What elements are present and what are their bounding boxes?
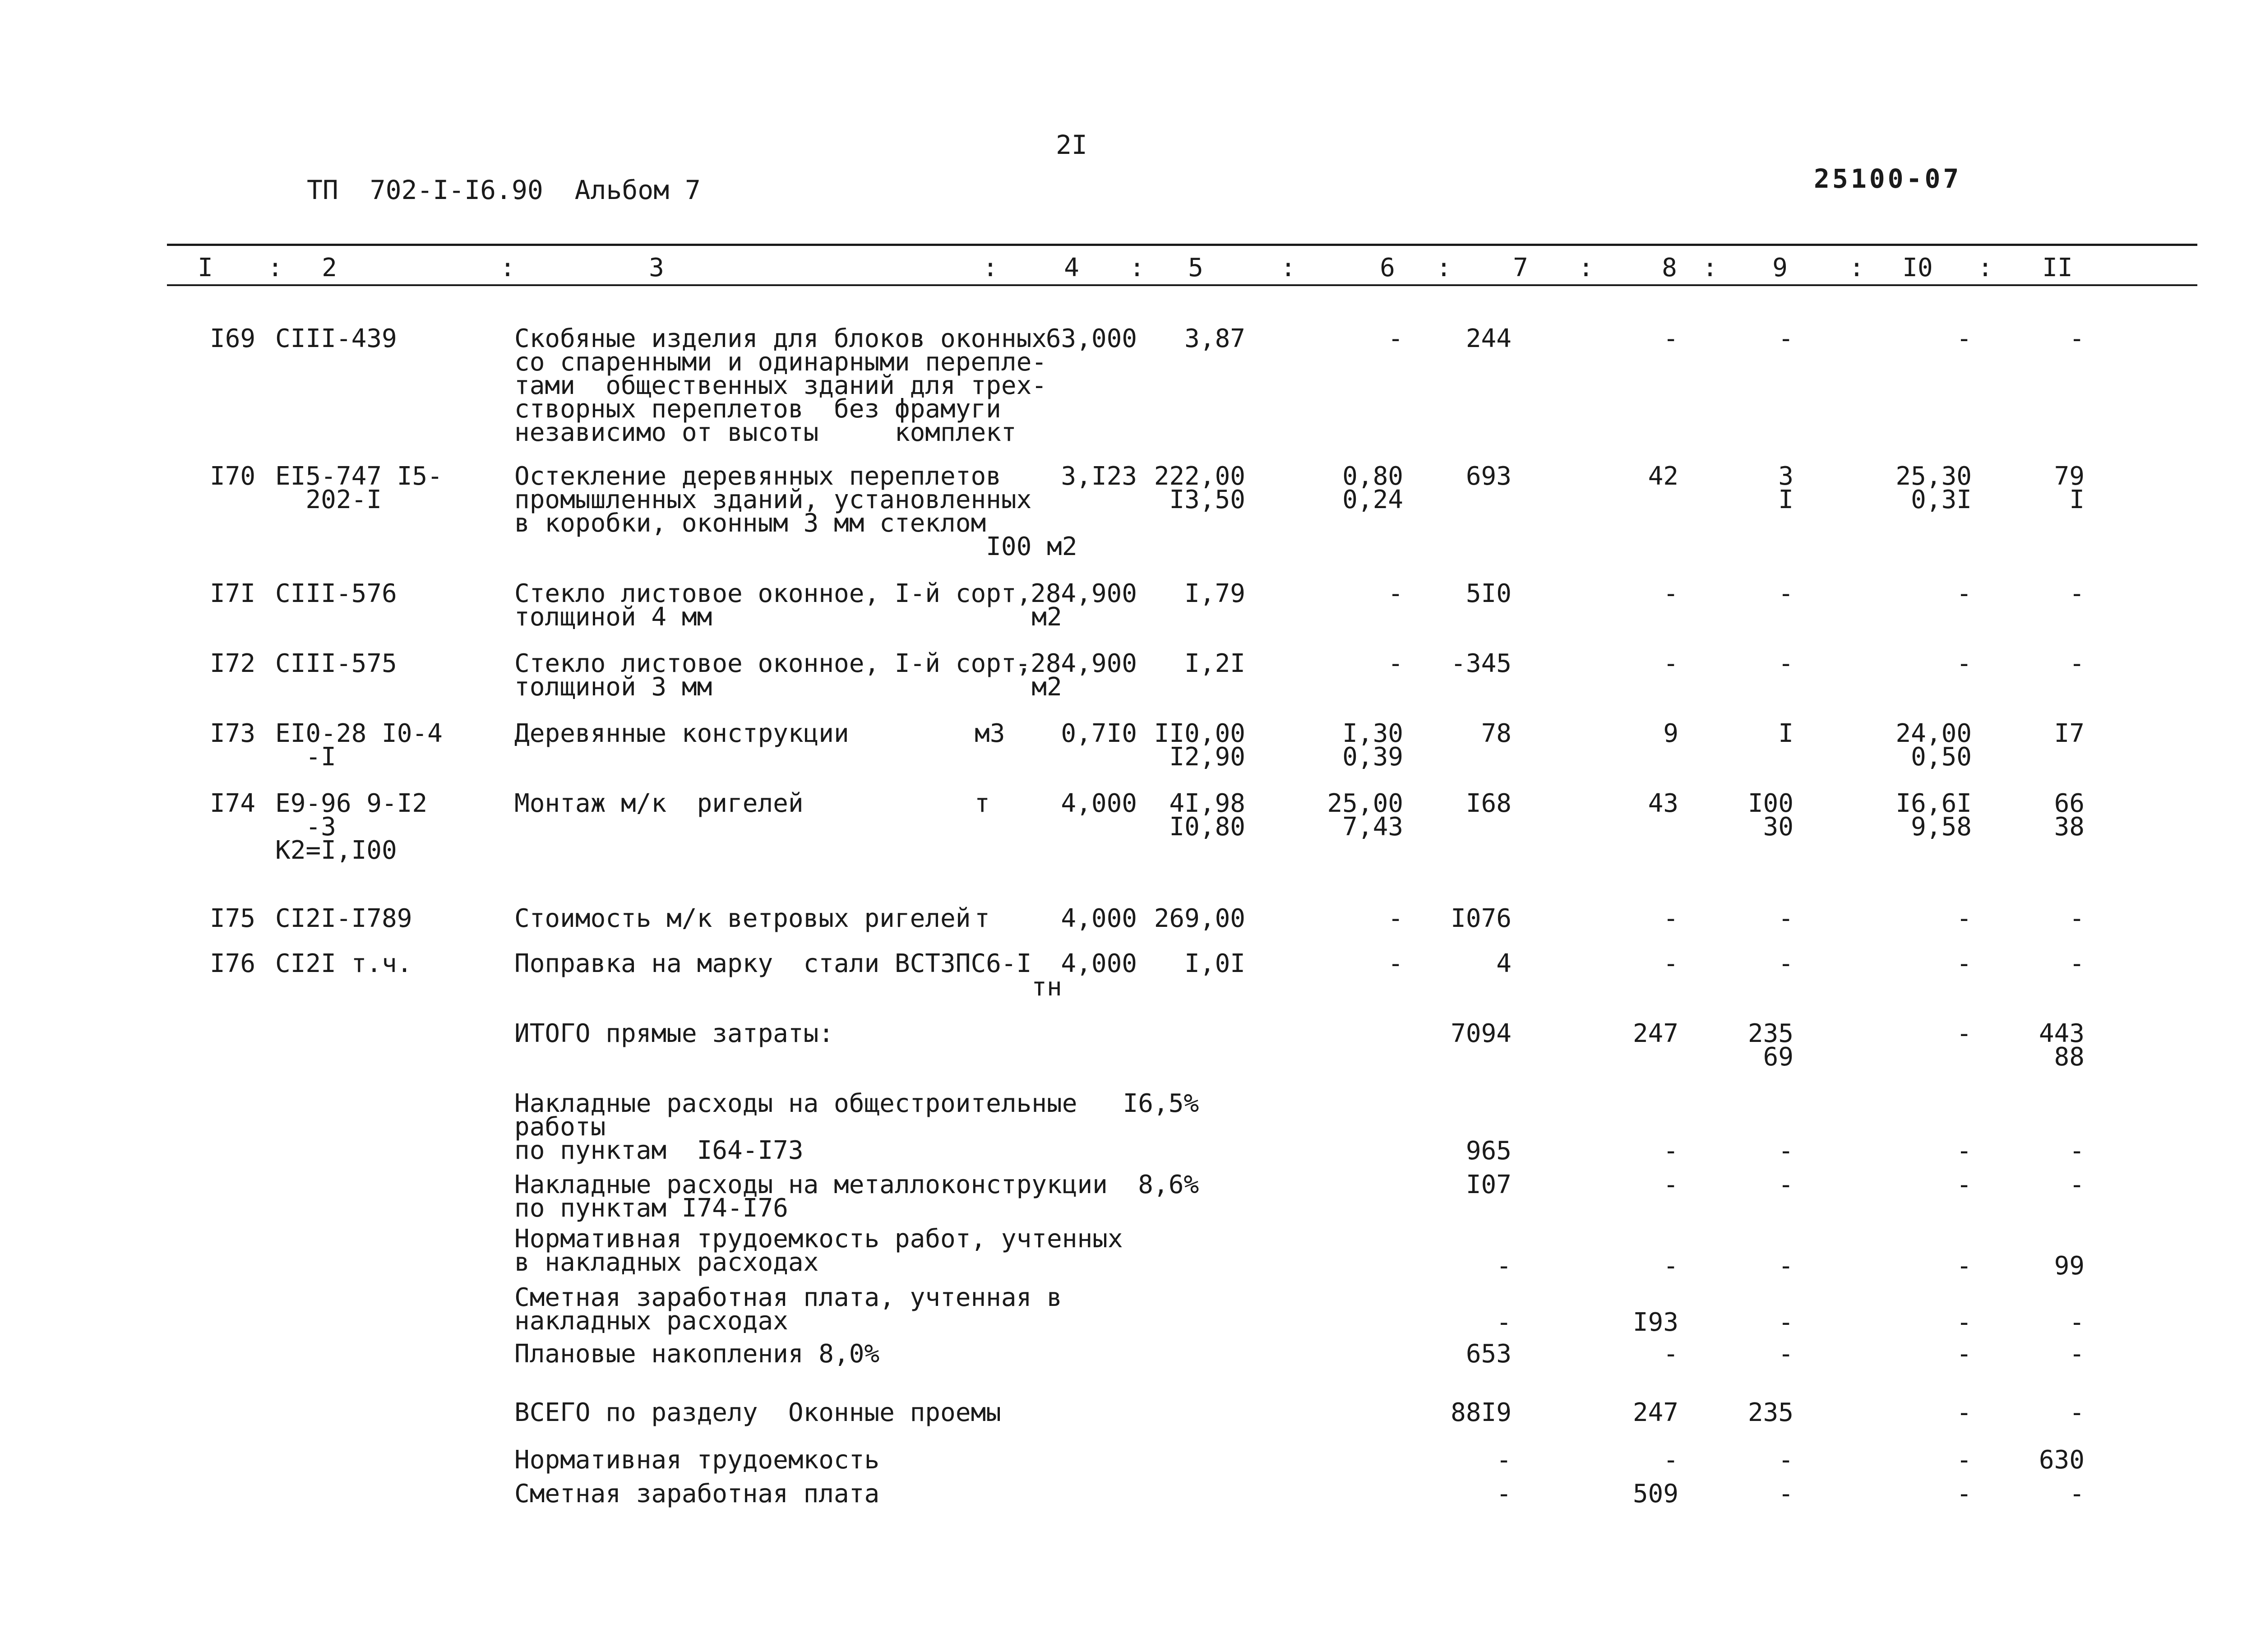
row-quantity: 4,000 (1061, 904, 1137, 933)
row-col11: - (2069, 904, 2085, 933)
row-col9: - (1778, 949, 1794, 978)
row-number: I7I (210, 579, 256, 608)
row-col10: - (1956, 649, 1972, 678)
row-number: I73 (210, 719, 256, 748)
column-header-sep4: : (1129, 253, 1145, 282)
summary-description: Накладные расходы на общестроительные I6,5% работы по пунктам I64-I73 (514, 1089, 1199, 1165)
row-code: CI2I т.ч. (275, 949, 412, 978)
row-number: I75 (210, 904, 256, 933)
summary-col8: 509 (1632, 1479, 1678, 1509)
summary-col7: - (1496, 1479, 1512, 1509)
row-quantity: 63,000 (1045, 324, 1137, 353)
row-col9: 3 I (1778, 462, 1794, 514)
row-col10: - (1956, 324, 1972, 353)
row-description: Стекло листовое оконное, I-й сорт, толщиной 4 мм м2 (514, 579, 1062, 632)
summary-col8: - (1663, 1170, 1678, 1199)
column-header-2: 2 (322, 253, 337, 282)
table-top-rule (167, 244, 2197, 246)
summary-col9: - (1778, 1170, 1794, 1199)
row-number: I74 (210, 789, 256, 818)
row-col11: I7 (2054, 719, 2085, 748)
row-col6: - (1388, 579, 1403, 608)
summary-col9: - (1778, 1479, 1794, 1509)
row-col10: 24,00 0,50 (1895, 719, 1972, 772)
row-code: CIII-575 (275, 649, 397, 678)
row-col7: 244 (1465, 324, 1512, 353)
row-number: I69 (210, 324, 256, 353)
row-col7: 4 (1496, 949, 1512, 978)
summary-col9: 235 (1747, 1398, 1794, 1427)
column-header-1: I (198, 253, 213, 282)
column-header-9: 9 (1772, 253, 1788, 282)
row-col7: 5I0 (1465, 579, 1512, 608)
column-header-sep3: : (983, 253, 998, 282)
row-unit-price: II0,00 I2,90 (1154, 719, 1245, 772)
row-col8: - (1663, 324, 1678, 353)
row-col7: I076 (1451, 904, 1512, 933)
row-col7: -345 (1451, 649, 1512, 678)
row-code: CIII-576 (275, 579, 397, 608)
row-description: Остекление деревянных переплетов промышленных зданий, установленных в коробки, оконным 3 мм стеклом I00 м2 (514, 462, 1077, 561)
row-col6: I,30 0,39 (1342, 719, 1403, 772)
row-col11: - (2069, 949, 2085, 978)
column-header-5: 5 (1188, 253, 1203, 282)
column-header-4: 4 (1064, 253, 1079, 282)
summary-description: ВСЕГО по разделу Оконные проемы (514, 1398, 1001, 1427)
row-col10: I6,6I 9,58 (1895, 789, 1972, 842)
column-header-sep8: : (1702, 253, 1718, 282)
summary-col10: - (1956, 1019, 1972, 1048)
row-col11: - (2069, 324, 2085, 353)
row-quantity: 0,7I0 (1061, 719, 1137, 748)
row-col11: 79 I (2054, 462, 2085, 514)
column-header-sep10: : (1978, 253, 1993, 282)
row-col8: - (1663, 649, 1678, 678)
summary-col11: 99 (2054, 1251, 2085, 1281)
row-col11: - (2069, 649, 2085, 678)
row-col6: - (1388, 904, 1403, 933)
summary-col9: - (1778, 1308, 1794, 1337)
summary-description: Нормативная трудоемкость работ, учтенных в накладных расходах (514, 1224, 1123, 1277)
summary-col10: - (1956, 1251, 1972, 1281)
summary-col7: 653 (1465, 1339, 1512, 1369)
row-col9: I (1778, 719, 1794, 748)
row-unit-price: I,79 (1184, 579, 1245, 608)
summary-col8: I93 (1632, 1308, 1678, 1337)
row-unit: т (975, 789, 990, 818)
summary-col8: - (1663, 1339, 1678, 1369)
row-col9: - (1778, 579, 1794, 608)
row-col10: 25,30 0,3I (1895, 462, 1972, 514)
summary-col7: - (1496, 1308, 1512, 1337)
summary-col7: 965 (1465, 1136, 1512, 1166)
row-number: I72 (210, 649, 256, 678)
summary-col9: 235 69 (1747, 1019, 1794, 1072)
summary-col8: - (1663, 1251, 1678, 1281)
row-unit-price: I,0I (1184, 949, 1245, 978)
summary-col10: - (1956, 1445, 1972, 1475)
row-unit: т (975, 904, 990, 933)
row-unit-price: 269,00 (1154, 904, 1245, 933)
row-col7: 78 (1481, 719, 1512, 748)
row-quantity: 284,900 (1030, 579, 1137, 608)
row-col7: I68 (1465, 789, 1512, 818)
summary-description: Накладные расходы на металлоконструкции 8,6% по пунктам I74-I76 (514, 1170, 1199, 1223)
row-description: Стекло листовое оконное, I-й сорт, толщиной 3 мм м2 (514, 649, 1062, 702)
row-col8: - (1663, 579, 1678, 608)
row-col9: - (1778, 904, 1794, 933)
column-header-sep2: : (500, 253, 515, 282)
row-col8: 42 (1648, 462, 1678, 491)
summary-col11: - (2069, 1479, 2085, 1509)
row-code: EI0-28 I0-4 -I (275, 719, 443, 772)
row-description: Монтаж м/к ригелей (514, 789, 804, 818)
column-header-8: 8 (1662, 253, 1677, 282)
row-col8: 43 (1648, 789, 1678, 818)
summary-col10: - (1956, 1308, 1972, 1337)
summary-col11: - (2069, 1136, 2085, 1166)
summary-col7: I07 (1465, 1170, 1512, 1199)
row-col6: - (1388, 324, 1403, 353)
column-header-sep5: : (1281, 253, 1296, 282)
summary-description: Плановые накопления 8,0% (514, 1339, 880, 1369)
summary-description: Сметная заработная плата, учтенная в накладных расходах (514, 1283, 1062, 1336)
summary-description: ИТОГО прямые затраты: (514, 1019, 834, 1048)
row-description: Поправка на марку стали ВСТ3ПС6-I тн (514, 949, 1062, 1002)
row-col6: - (1388, 949, 1403, 978)
row-col7: 693 (1465, 462, 1512, 491)
row-col6: - (1388, 649, 1403, 678)
summary-col10: - (1956, 1136, 1972, 1166)
row-col10: - (1956, 579, 1972, 608)
row-unit: м3 (975, 719, 1005, 748)
row-col8: 9 (1663, 719, 1678, 748)
row-unit-price: 3,87 (1184, 324, 1245, 353)
row-unit-price: I,2I (1184, 649, 1245, 678)
archive-stamp: 25100-07 (1814, 163, 1962, 194)
row-col9: - (1778, 649, 1794, 678)
summary-col11: - (2069, 1170, 2085, 1199)
summary-col7: - (1496, 1251, 1512, 1281)
row-description: Скобяные изделия для блоков оконных со спаренными и одинарными переплe- тами общественных зданий для трех- створных переплетов без фрамуги независимо от высоты комплект (514, 324, 1047, 447)
summary-col11: 443 88 (2039, 1019, 2085, 1072)
row-code: CI2I-I789 (275, 904, 412, 933)
document-reference: ТП 702-I-I6.90 Альбом 7 (307, 175, 701, 205)
summary-col9: - (1778, 1251, 1794, 1281)
row-code: CIII-439 (275, 324, 397, 353)
column-header-11: II (2042, 253, 2073, 282)
row-description: Деревянные конструкции (514, 719, 849, 748)
summary-col7: - (1496, 1445, 1512, 1475)
row-unit-price: 4I,98 I0,80 (1169, 789, 1245, 842)
summary-col8: 247 (1632, 1019, 1678, 1048)
column-header-7: 7 (1513, 253, 1528, 282)
summary-col7: 7094 (1451, 1019, 1512, 1048)
row-number: I70 (210, 462, 256, 491)
summary-col9: - (1778, 1339, 1794, 1369)
row-col9: - (1778, 324, 1794, 353)
column-header-sep9: : (1849, 253, 1864, 282)
column-header-10: I0 (1902, 253, 1933, 282)
row-col9: I00 30 (1747, 789, 1794, 842)
summary-col8: - (1663, 1445, 1678, 1475)
row-col11: 66 38 (2054, 789, 2085, 842)
row-unit-price: 222,00 I3,50 (1154, 462, 1245, 514)
summary-description: Нормативная трудоемкость (514, 1445, 880, 1475)
row-code: E9-96 9-I2 -3 K2=I,I00 (275, 789, 428, 865)
page-number: 2I (1056, 130, 1087, 160)
row-col6: 25,00 7,43 (1327, 789, 1403, 842)
summary-col11: - (2069, 1339, 2085, 1369)
row-col6: 0,80 0,24 (1342, 462, 1403, 514)
row-description: Стоимость м/к ветровых ригелей (514, 904, 971, 933)
summary-col7: 88I9 (1451, 1398, 1512, 1427)
summary-col10: - (1956, 1479, 1972, 1509)
column-header-sep7: : (1578, 253, 1594, 282)
column-header-3: 3 (649, 253, 664, 282)
summary-col11: 630 (2039, 1445, 2085, 1475)
row-col10: - (1956, 904, 1972, 933)
summary-description: Сметная заработная плата (514, 1479, 880, 1509)
column-header-sep6: : (1436, 253, 1452, 282)
summary-col8: - (1663, 1136, 1678, 1166)
row-quantity: 4,000 (1061, 949, 1137, 978)
row-col8: - (1663, 949, 1678, 978)
summary-col8: 247 (1632, 1398, 1678, 1427)
summary-col10: - (1956, 1398, 1972, 1427)
summary-col10: - (1956, 1170, 1972, 1199)
row-col10: - (1956, 949, 1972, 978)
table-header-rule (167, 284, 2197, 286)
row-quantity: 3,I23 (1061, 462, 1137, 491)
row-col11: - (2069, 579, 2085, 608)
summary-col9: - (1778, 1136, 1794, 1166)
summary-col9: - (1778, 1445, 1794, 1475)
row-number: I76 (210, 949, 256, 978)
column-header-6: 6 (1380, 253, 1395, 282)
row-code: EI5-747 I5- 202-I (275, 462, 443, 514)
row-quantity: 4,000 (1061, 789, 1137, 818)
row-col8: - (1663, 904, 1678, 933)
row-quantity: -284,900 (1015, 649, 1137, 678)
summary-col11: - (2069, 1308, 2085, 1337)
summary-col10: - (1956, 1339, 1972, 1369)
summary-col11: - (2069, 1398, 2085, 1427)
column-header-sep1: : (268, 253, 283, 282)
